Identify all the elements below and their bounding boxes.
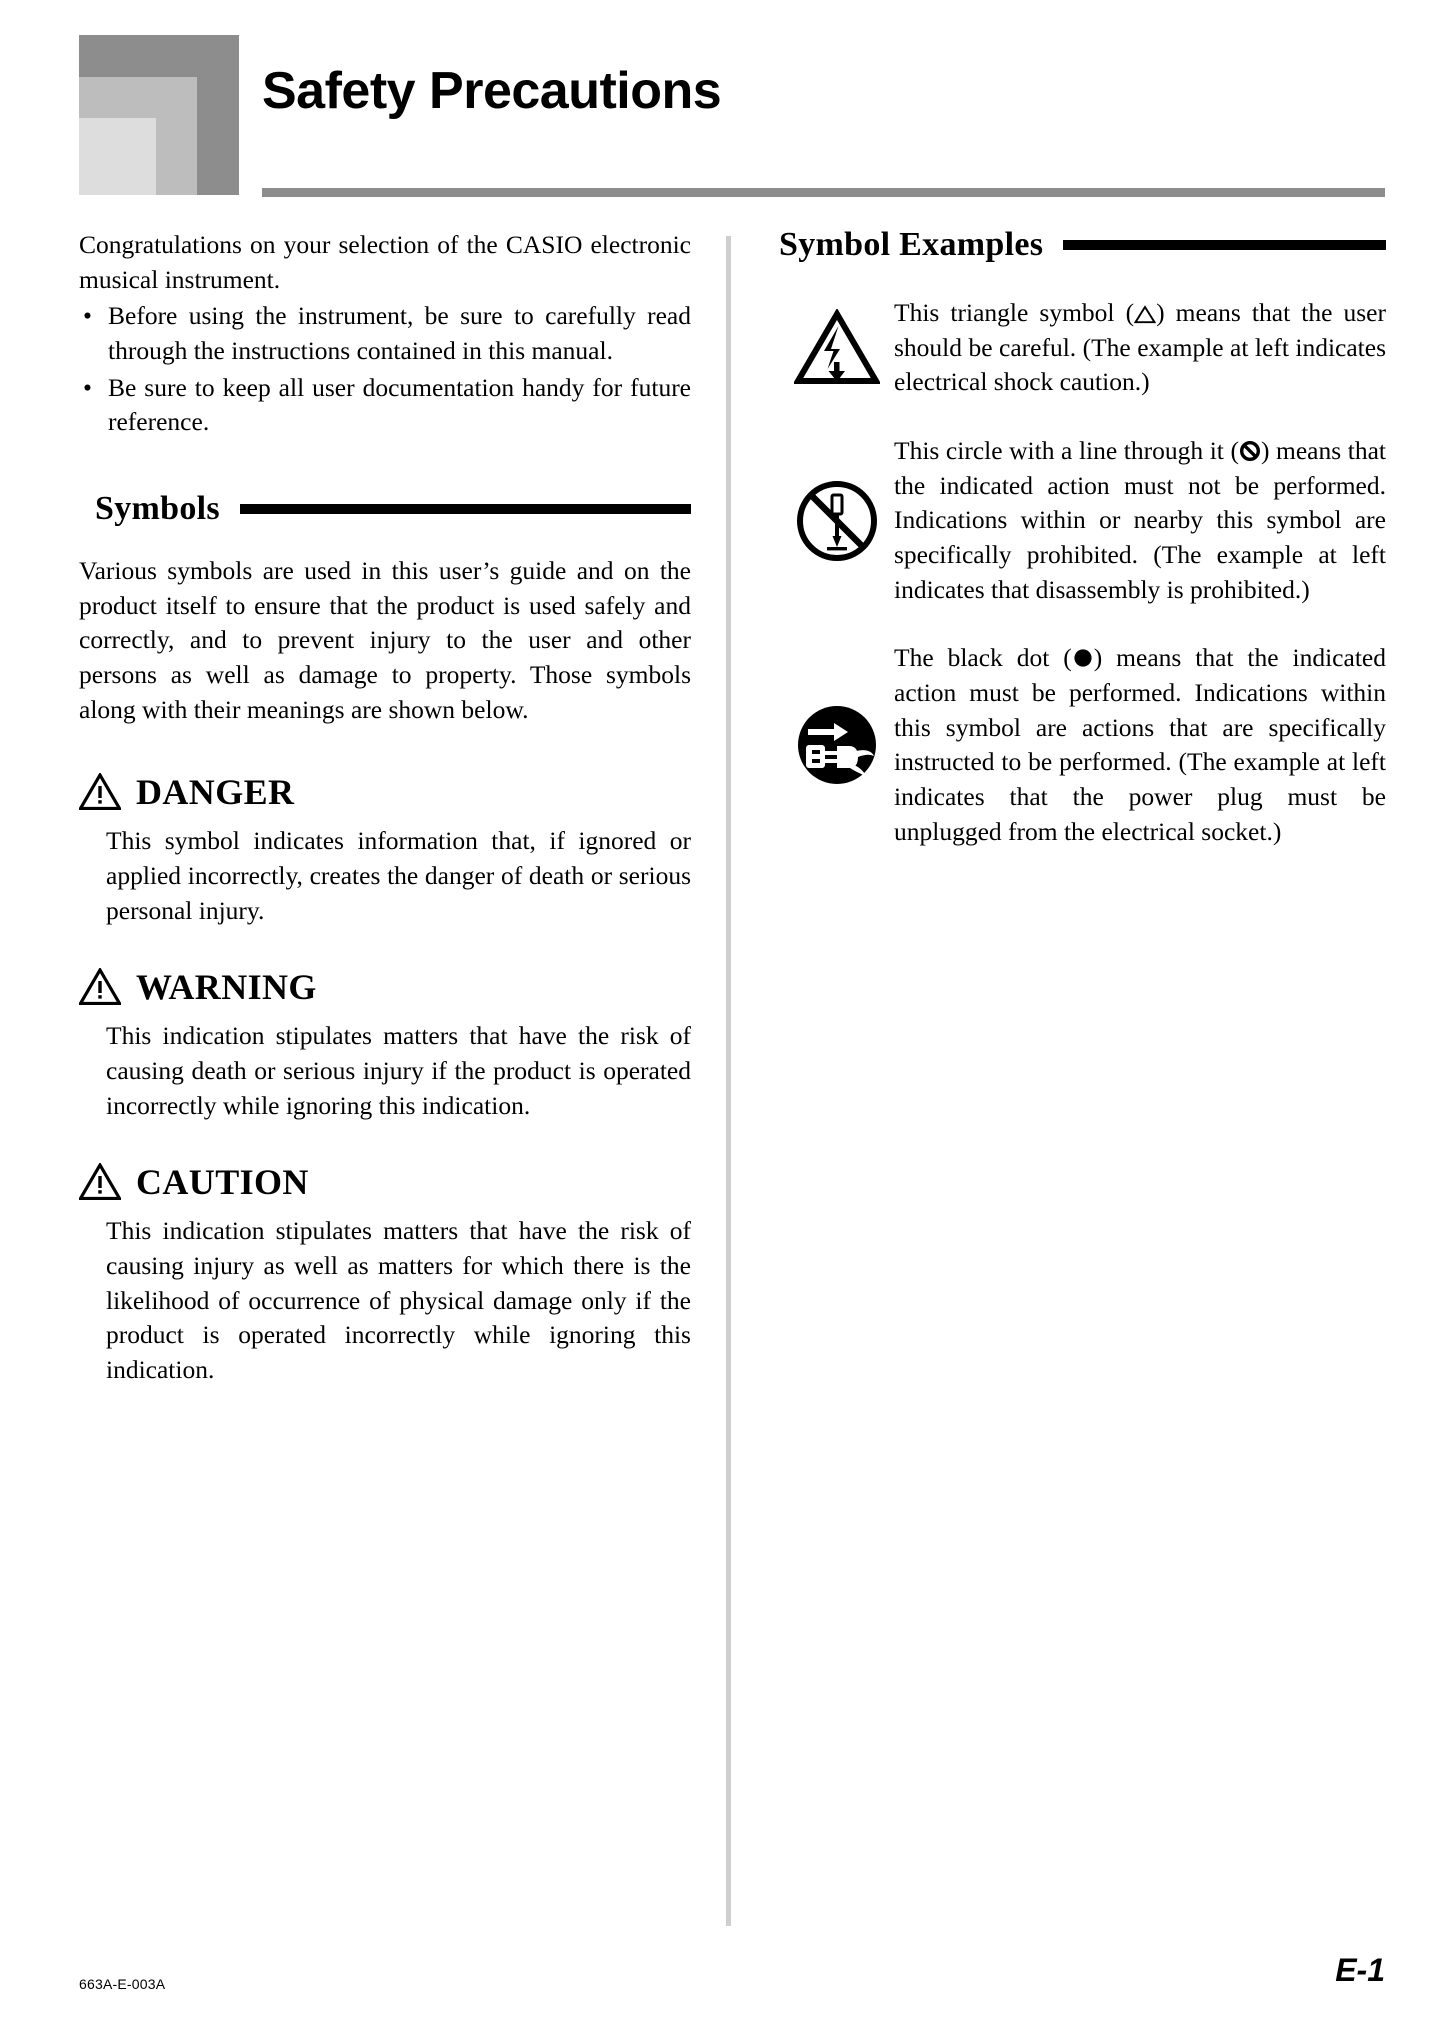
bullet-dot-icon: • xyxy=(83,301,92,331)
caution-heading xyxy=(79,1163,691,1200)
list-item-text: Before using the instrument, be sure to carefully read through the instructions contained in this manual. xyxy=(108,301,691,366)
triangle-outline-icon xyxy=(1134,305,1156,324)
symbol-text-before: This circle with a line through it ( xyxy=(894,436,1239,466)
intro-paragraph: Congratulations on your selection of the CASIO electronic musical instrument. xyxy=(79,230,691,294)
no-disassembly-prohibition-icon xyxy=(794,478,880,564)
symbols-section-heading xyxy=(79,492,691,526)
symbol-icon-cell xyxy=(779,704,894,786)
page-title: Safety Precautions xyxy=(262,62,722,120)
symbol-text-after: ) means that the indicated action must not be performed. Indications within or nearby this symbol are specifically prohibited. (The example at left indicates that disassembly is prohibited.) xyxy=(894,436,1387,604)
symbol-text-before: This triangle symbol ( xyxy=(894,298,1135,327)
list-item xyxy=(79,299,691,368)
footer-document-code: 663A-E-003A xyxy=(79,1976,166,1992)
left-column xyxy=(79,228,691,1388)
page-header xyxy=(0,0,1445,210)
warning-triangle-icon xyxy=(79,773,121,810)
footer-page-number: E-1 xyxy=(1335,1952,1385,1988)
symbol-example-row xyxy=(779,434,1386,607)
caution-label: CAUTION xyxy=(136,1161,309,1202)
list-item-text: Be sure to keep all user documentation handy for future reference. xyxy=(108,372,691,437)
symbol-text-after: ) means that the indicated action must be performed. Indications within this symbol are actions that are specifically instructed to be performed. (The example at left indicates that the power plug must be unplugged from the electrical socket.) xyxy=(894,643,1386,846)
symbol-example-text xyxy=(894,434,1386,607)
symbol-examples-heading-label: Symbol Examples xyxy=(779,226,1044,263)
symbol-example-text xyxy=(894,641,1386,849)
warning-body-text: This indication stipulates matters that have the risk of causing death or serious injury if the product is operated incorrectly while ignoring this indication. xyxy=(106,1021,691,1120)
corner-bracket-logo xyxy=(79,35,239,195)
list-item xyxy=(79,371,691,440)
caution-body-text: This indication stipulates matters that have the risk of causing injury as well as matters for which there is the likelihood of occurrence of physical damage only if the product is operated incorrectly while ignoring this indication. xyxy=(106,1216,691,1385)
symbol-text-before: The black dot ( xyxy=(894,643,1072,673)
symbol-example-row xyxy=(779,641,1386,849)
warning-label: WARNING xyxy=(136,966,317,1007)
title-underline-rule xyxy=(262,188,1385,197)
warning-triangle-icon xyxy=(79,1163,121,1200)
symbol-examples-heading xyxy=(779,228,1386,262)
symbols-heading-label: Symbols xyxy=(95,490,220,528)
prohibition-circle-icon xyxy=(1239,440,1261,462)
right-column xyxy=(779,228,1386,849)
danger-body-text: This symbol indicates information that, if ignored or applied incorrectly, creates the danger of death or serious personal injury. xyxy=(106,826,691,925)
electric-shock-triangle-icon xyxy=(794,309,880,387)
symbols-heading-bar xyxy=(240,504,691,514)
intro-bullet-list xyxy=(79,299,691,440)
symbol-examples-heading-bar xyxy=(1063,240,1386,250)
bullet-dot-icon: • xyxy=(83,372,92,402)
symbol-icon-cell xyxy=(779,309,894,387)
warning-heading xyxy=(79,968,691,1005)
warning-triangle-icon xyxy=(79,968,121,1005)
logo-square-inner xyxy=(79,118,156,195)
symbol-example-text xyxy=(894,296,1386,400)
black-dot-icon xyxy=(1072,647,1094,669)
symbol-icon-cell xyxy=(779,478,894,564)
symbol-example-row xyxy=(779,296,1386,400)
symbol-text-after: ) means that the user should be careful. (The example at left indicates electrical shock caution.) xyxy=(894,298,1386,397)
danger-label: DANGER xyxy=(136,771,295,812)
danger-heading xyxy=(79,773,691,810)
symbols-intro-paragraph: Various symbols are used in this user’s guide and on the product itself to ensure that the product is used safely and correctly, and to prevent injury to the user and other persons as well as damage to property. Those symbols along with their meanings are shown below. xyxy=(79,556,691,724)
unplug-power-plug-icon xyxy=(796,704,878,786)
column-divider xyxy=(726,236,731,1926)
